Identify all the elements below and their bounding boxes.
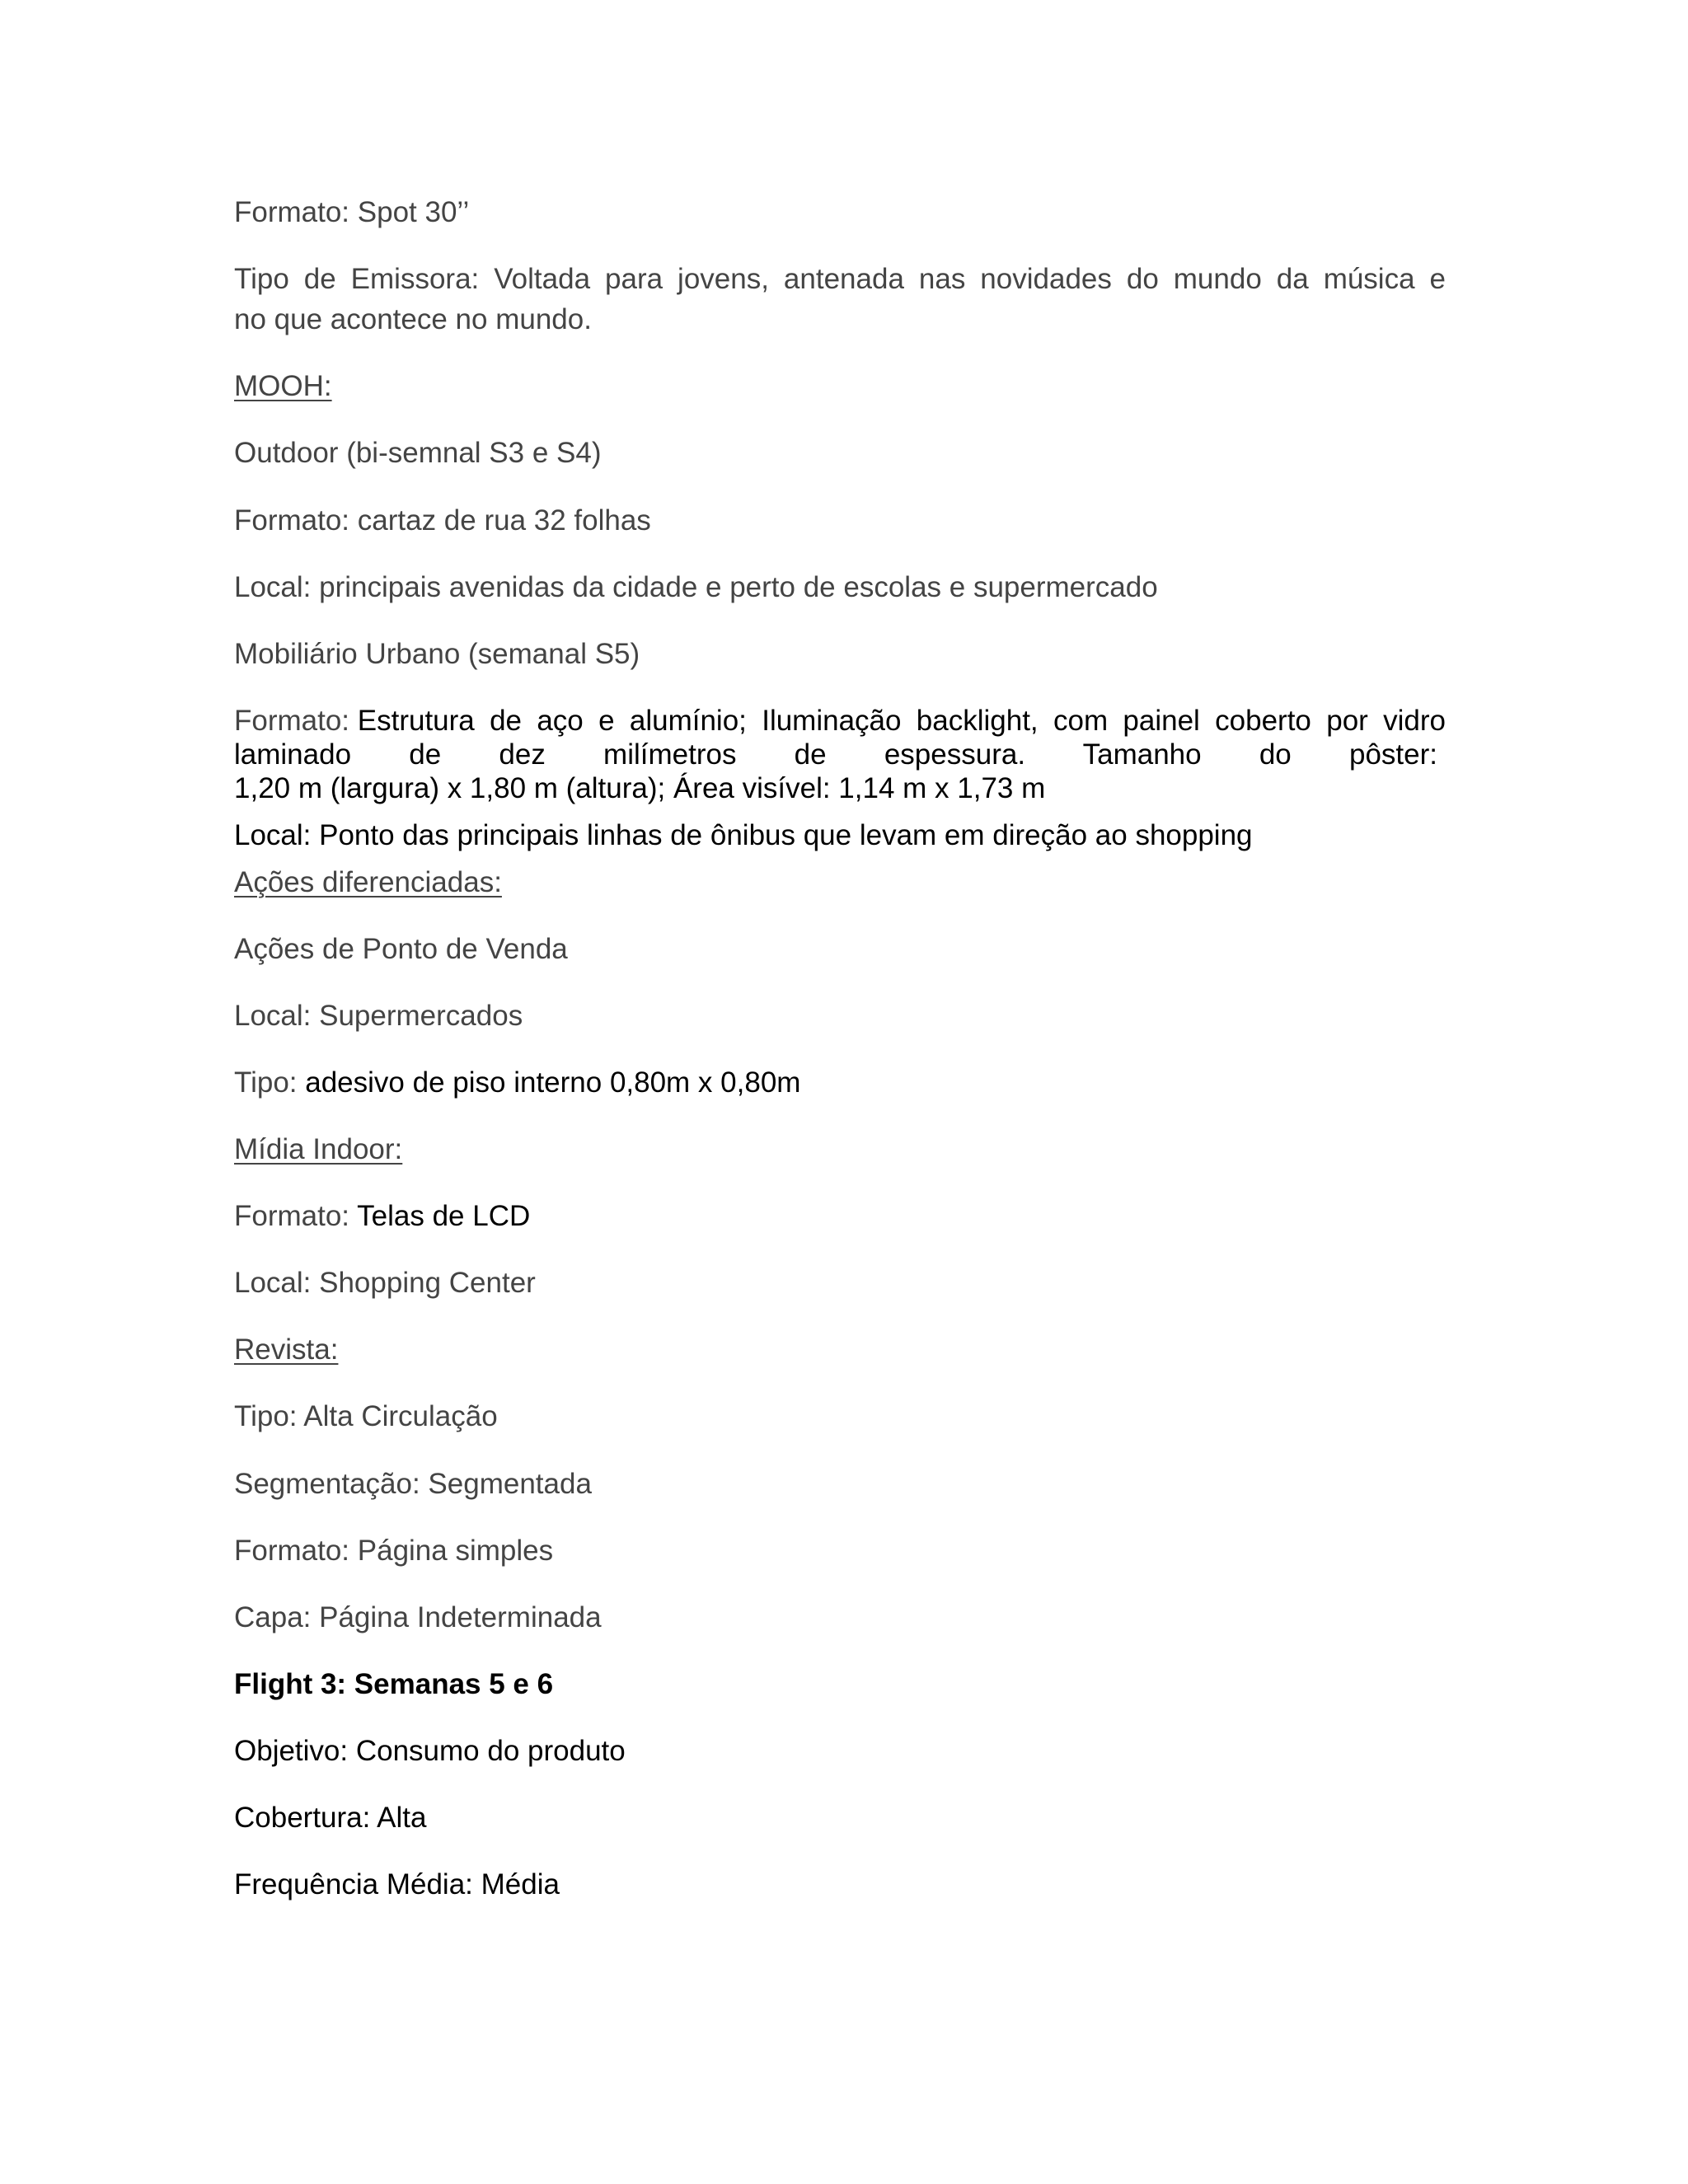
floor-sticker-line [234,1065,800,1101]
coverage-line: Cobertura: Alta [234,1802,427,1834]
segmentation-line: Segmentação: Segmentada [234,1468,592,1500]
magazine-type-line: Tipo: Alta Circulação [234,1400,498,1432]
supermarket-location-line: Local: Supermercados [234,1000,523,1032]
frequency-line: Frequência Média: Média [234,1868,560,1900]
floor-sticker-label: Tipo: [234,1066,306,1099]
shopping-location-line: Local: Shopping Center [234,1267,536,1299]
point-of-sale-line: Ações de Ponto de Venda [234,933,568,965]
furniture-format-text-2: laminado de dez milímetros de espessura. Tamanho do pôster: [234,738,1437,771]
furniture-format-line-1 [234,703,1446,739]
outdoor-location-line: Local: principais avenidas da cidade e perto de escolas e supermercado [234,571,1158,603]
objective-line: Objetivo: Consumo do produto [234,1735,626,1767]
furniture-format-text-1: Estrutura de aço e alumínio; Iluminação backlight, com painel coberto por vidro [357,705,1446,737]
mooh-heading: MOOH: [234,370,332,402]
furniture-format-label: Formato: [234,705,358,737]
spot-format-line: Formato: Spot 30’’ [234,196,470,228]
flight-3-heading: Flight 3: Semanas 5 e 6 [234,1668,554,1700]
station-type-line-1 [234,261,1446,298]
poster-format-line: Formato: cartaz de rua 32 folhas [234,504,651,537]
floor-sticker-text: adesivo de piso interno 0,80m x 0,80m [305,1066,801,1099]
station-type-text-1: Tipo de Emissora: Voltada para jovens, antenada nas novidades do mundo da música e [234,263,1446,295]
lcd-format-line [234,1198,530,1235]
station-type-line-2: no que acontece no mundo. [234,303,592,335]
furniture-format-line-3: 1,20 m (largura) x 1,80 m (altura); Área visível: 1,14 m x 1,73 m [234,772,1046,804]
outdoor-line: Outdoor (bi-semnal S3 e S4) [234,437,602,469]
lcd-format-label: Formato: [234,1200,358,1232]
bus-stop-location-line: Local: Ponto das principais linhas de ônibus que levam em direção ao shopping [234,819,1253,851]
furniture-format-line-2 [234,737,1437,773]
lcd-format-text: Telas de LCD [357,1200,531,1232]
indoor-media-heading: Mídia Indoor: [234,1133,403,1165]
urban-furniture-line: Mobiliário Urbano (semanal S5) [234,638,640,670]
magazine-heading: Revista: [234,1333,339,1366]
magazine-format-line: Formato: Página simples [234,1535,554,1567]
cover-line: Capa: Página Indeterminada [234,1601,602,1633]
differentiated-actions-heading: Ações diferenciadas: [234,866,502,898]
